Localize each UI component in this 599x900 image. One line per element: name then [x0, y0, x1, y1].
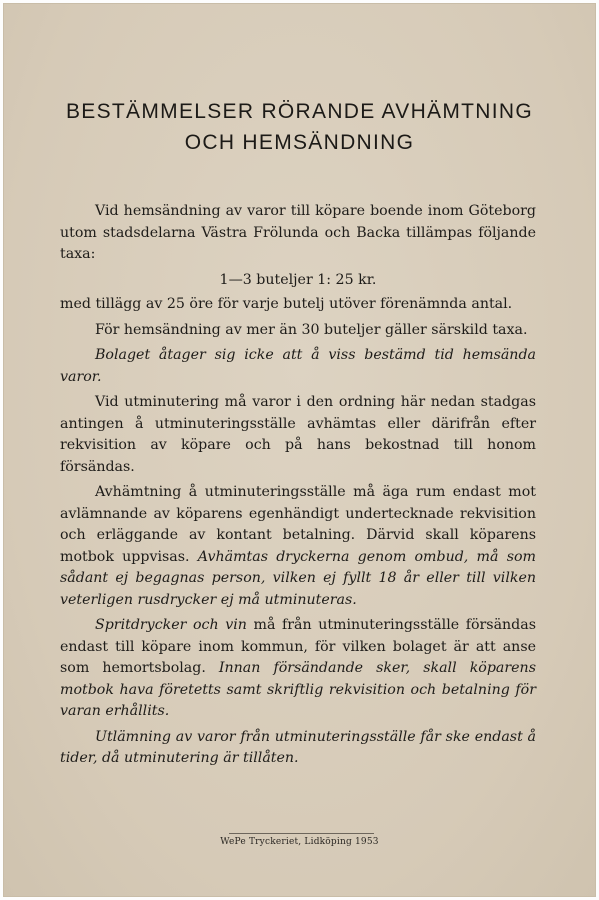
paragraph-retail-order: Vid utminutering må varor i den ordning här nedan stadgas antingen å utminuteringsställe avhämtas eller därifrån efter rekvisition av köpare och på hans bekostnad till honom försändas.: [60, 394, 536, 475]
page-title: [4, 96, 595, 158]
paragraph-delivery-intro: Vid hemsändning av varor till köpare boende inom Göteborg utom stadsdelarna Västra Frölunda och Backa tillämpas följande taxa:: [60, 203, 536, 262]
document-body: [60, 201, 536, 774]
printer-footer: WePe Tryckeriet, Lidköping 1953: [220, 837, 379, 847]
paragraph-surcharge: med tillägg av 25 öre för varje butelj utöver förenämnda antal.: [60, 296, 513, 312]
shipping-italic-start: Spritdrycker och vin: [95, 617, 247, 633]
paragraph-special-rate: För hemsändning av mer än 30 buteljer gäller särskild taxa.: [95, 321, 528, 338]
paragraph-shipping: [60, 615, 536, 723]
pickup-italic-text: Avhämtas dryckerna genom ombud, må som sådant ej begagnas person, vilken ej fyllt 18 år eller till vilken veterligen rusdrycker ej må utminuteras.: [60, 548, 536, 608]
paragraph-rate: 1—3 buteljer 1: 25 kr.: [219, 271, 377, 288]
pickup-regular-text: Avhämtning å utminuteringsställe må äga rum endast mot avlämnande av köparens egenhändigt undertecknade rekvisition och erläggande av kontant betalning. Därvid skall köparens motbok uppvisas.: [60, 484, 536, 565]
title-line-2: OCH HEMSÄNDNING: [184, 131, 415, 154]
paragraph-no-fixed-time: Bolaget åtager sig icke att å viss bestämd tid hemsända varor.: [60, 347, 536, 385]
footer-divider: [229, 833, 374, 834]
document-page: [4, 4, 595, 896]
paragraph-pickup: [60, 482, 536, 611]
title-line-1: BESTÄMMELSER RÖRANDE AVHÄMTNING: [66, 100, 533, 123]
shipping-italic-end: Innan försändande sker, skall köparens motbok hava företetts samt skriftlig rekvisition och betalning för varan erhållits.: [60, 660, 536, 719]
shipping-regular-text: må från utminuteringsställe försändas endast till köpare inom kommun, för vilken bolaget är att anse som hemortsbolag.: [60, 617, 536, 676]
paragraph-hours: Utlämning av varor från utminuteringsställe får ske endast å tider, då utminutering är tillåten.: [60, 728, 536, 766]
